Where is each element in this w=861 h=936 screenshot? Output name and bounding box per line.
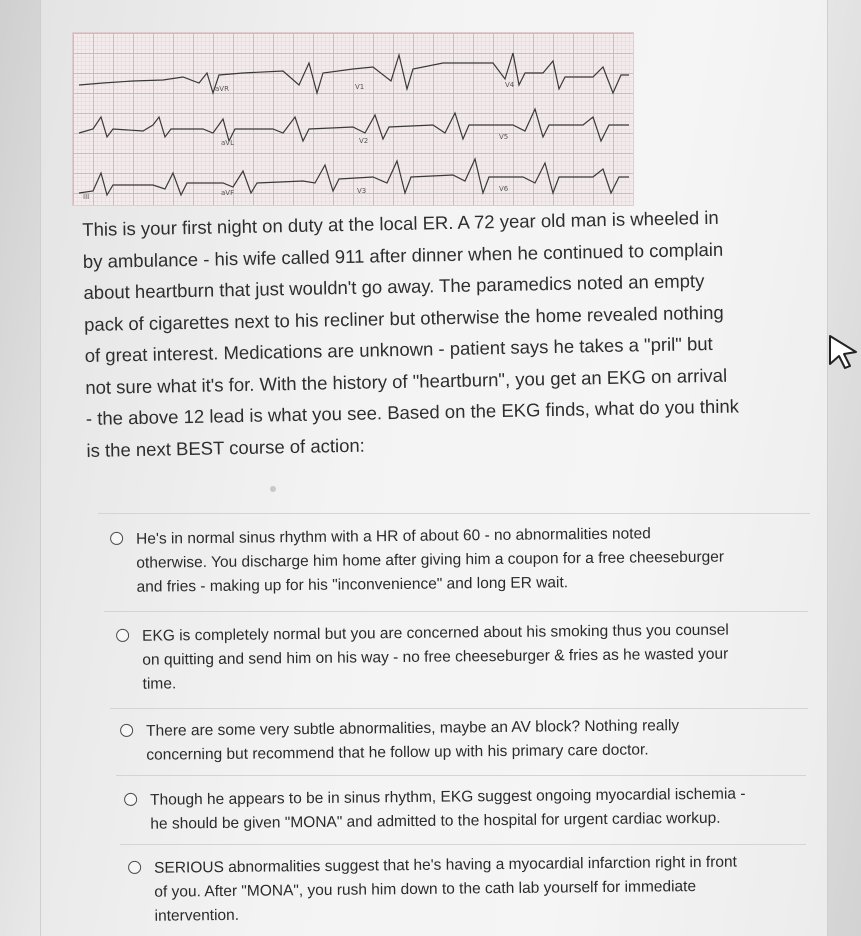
lead-label-avr: aVR: [215, 85, 229, 93]
answer-option-4-label[interactable]: Though he appears to be in sinus rhythm, EKG suggest ongoing myocardial ischemia - he should be given "MONA" and admitted to the hospital for urgent cardiac workup.: [150, 785, 746, 833]
divider: [116, 775, 806, 776]
lead-label-iii: III: [83, 193, 90, 201]
radio-unselected-icon[interactable]: [128, 861, 141, 874]
answer-option-2[interactable]: [116, 618, 817, 697]
answer-option-5[interactable]: [128, 850, 815, 929]
divider: [120, 844, 806, 845]
answer-option-1[interactable]: [110, 521, 811, 600]
lead-label-v5: V5: [499, 133, 509, 141]
lead-label-avf: aVF: [221, 189, 235, 197]
question-text: This is your first night on duty at the local ER. A 72 year old man is wheeled in by ambulance - his wife called 911 after dinner when he continued to complain about heartburn that just wouldn't go away. The paramedics noted an empty pack of cigarettes next to his recliner but otherwise the home revealed nothing of great interest. Medications are unknown - patient says he takes a "pril" but not sure what it's for. With the history of "heartburn", you get an EKG on arrival - the above 12 lead is what you see. Based on the EKG finds, what do you think is the next BEST course of action:: [82, 206, 740, 461]
answer-option-3-label[interactable]: There are some very subtle abnormalities, maybe an AV block? Nothing really concerning but recommend that he follow up with his primary care doctor.: [146, 717, 680, 764]
radio-unselected-icon[interactable]: [124, 793, 137, 806]
answer-option-2-label[interactable]: EKG is completely normal but you are concerned about his smoking thus you counsel on quitting and send him on his way - no free cheeseburger & fries as he wasted your time.: [142, 621, 729, 693]
radio-unselected-icon[interactable]: [120, 724, 133, 737]
ekg-tracing: [73, 33, 633, 205]
ekg-image: [72, 32, 634, 206]
divider: [98, 513, 810, 514]
mouse-pointer-icon: [826, 334, 860, 370]
answer-option-4[interactable]: [124, 782, 814, 837]
lead-label-v3: V3: [357, 187, 367, 195]
lead-label-avl: aVL: [221, 139, 234, 147]
radio-unselected-icon[interactable]: [110, 532, 123, 545]
answer-option-1-label[interactable]: He's in normal sinus rhythm with a HR of about 60 - no abnormalities noted otherwise. You discharge him home after giving him a coupon for a free cheeseburger and fries - making up for his "inconvenience" and long ER wait.: [136, 525, 725, 596]
divider: [104, 611, 808, 612]
divider: [110, 708, 808, 709]
lead-label-v1: V1: [355, 83, 365, 91]
lead-label-v4: V4: [505, 81, 515, 89]
lead-label-v6: V6: [499, 185, 509, 193]
radio-unselected-icon[interactable]: [116, 629, 129, 642]
answer-option-3[interactable]: [120, 713, 810, 768]
lead-label-v2: V2: [359, 137, 369, 145]
answer-option-5-label[interactable]: SERIOUS abnormalities suggest that he's having a myocardial infarction right in front of you. After "MONA", you rush him down to the cath lab yourself for immediate intervention.: [154, 853, 737, 925]
decorative-dot: [270, 486, 276, 492]
